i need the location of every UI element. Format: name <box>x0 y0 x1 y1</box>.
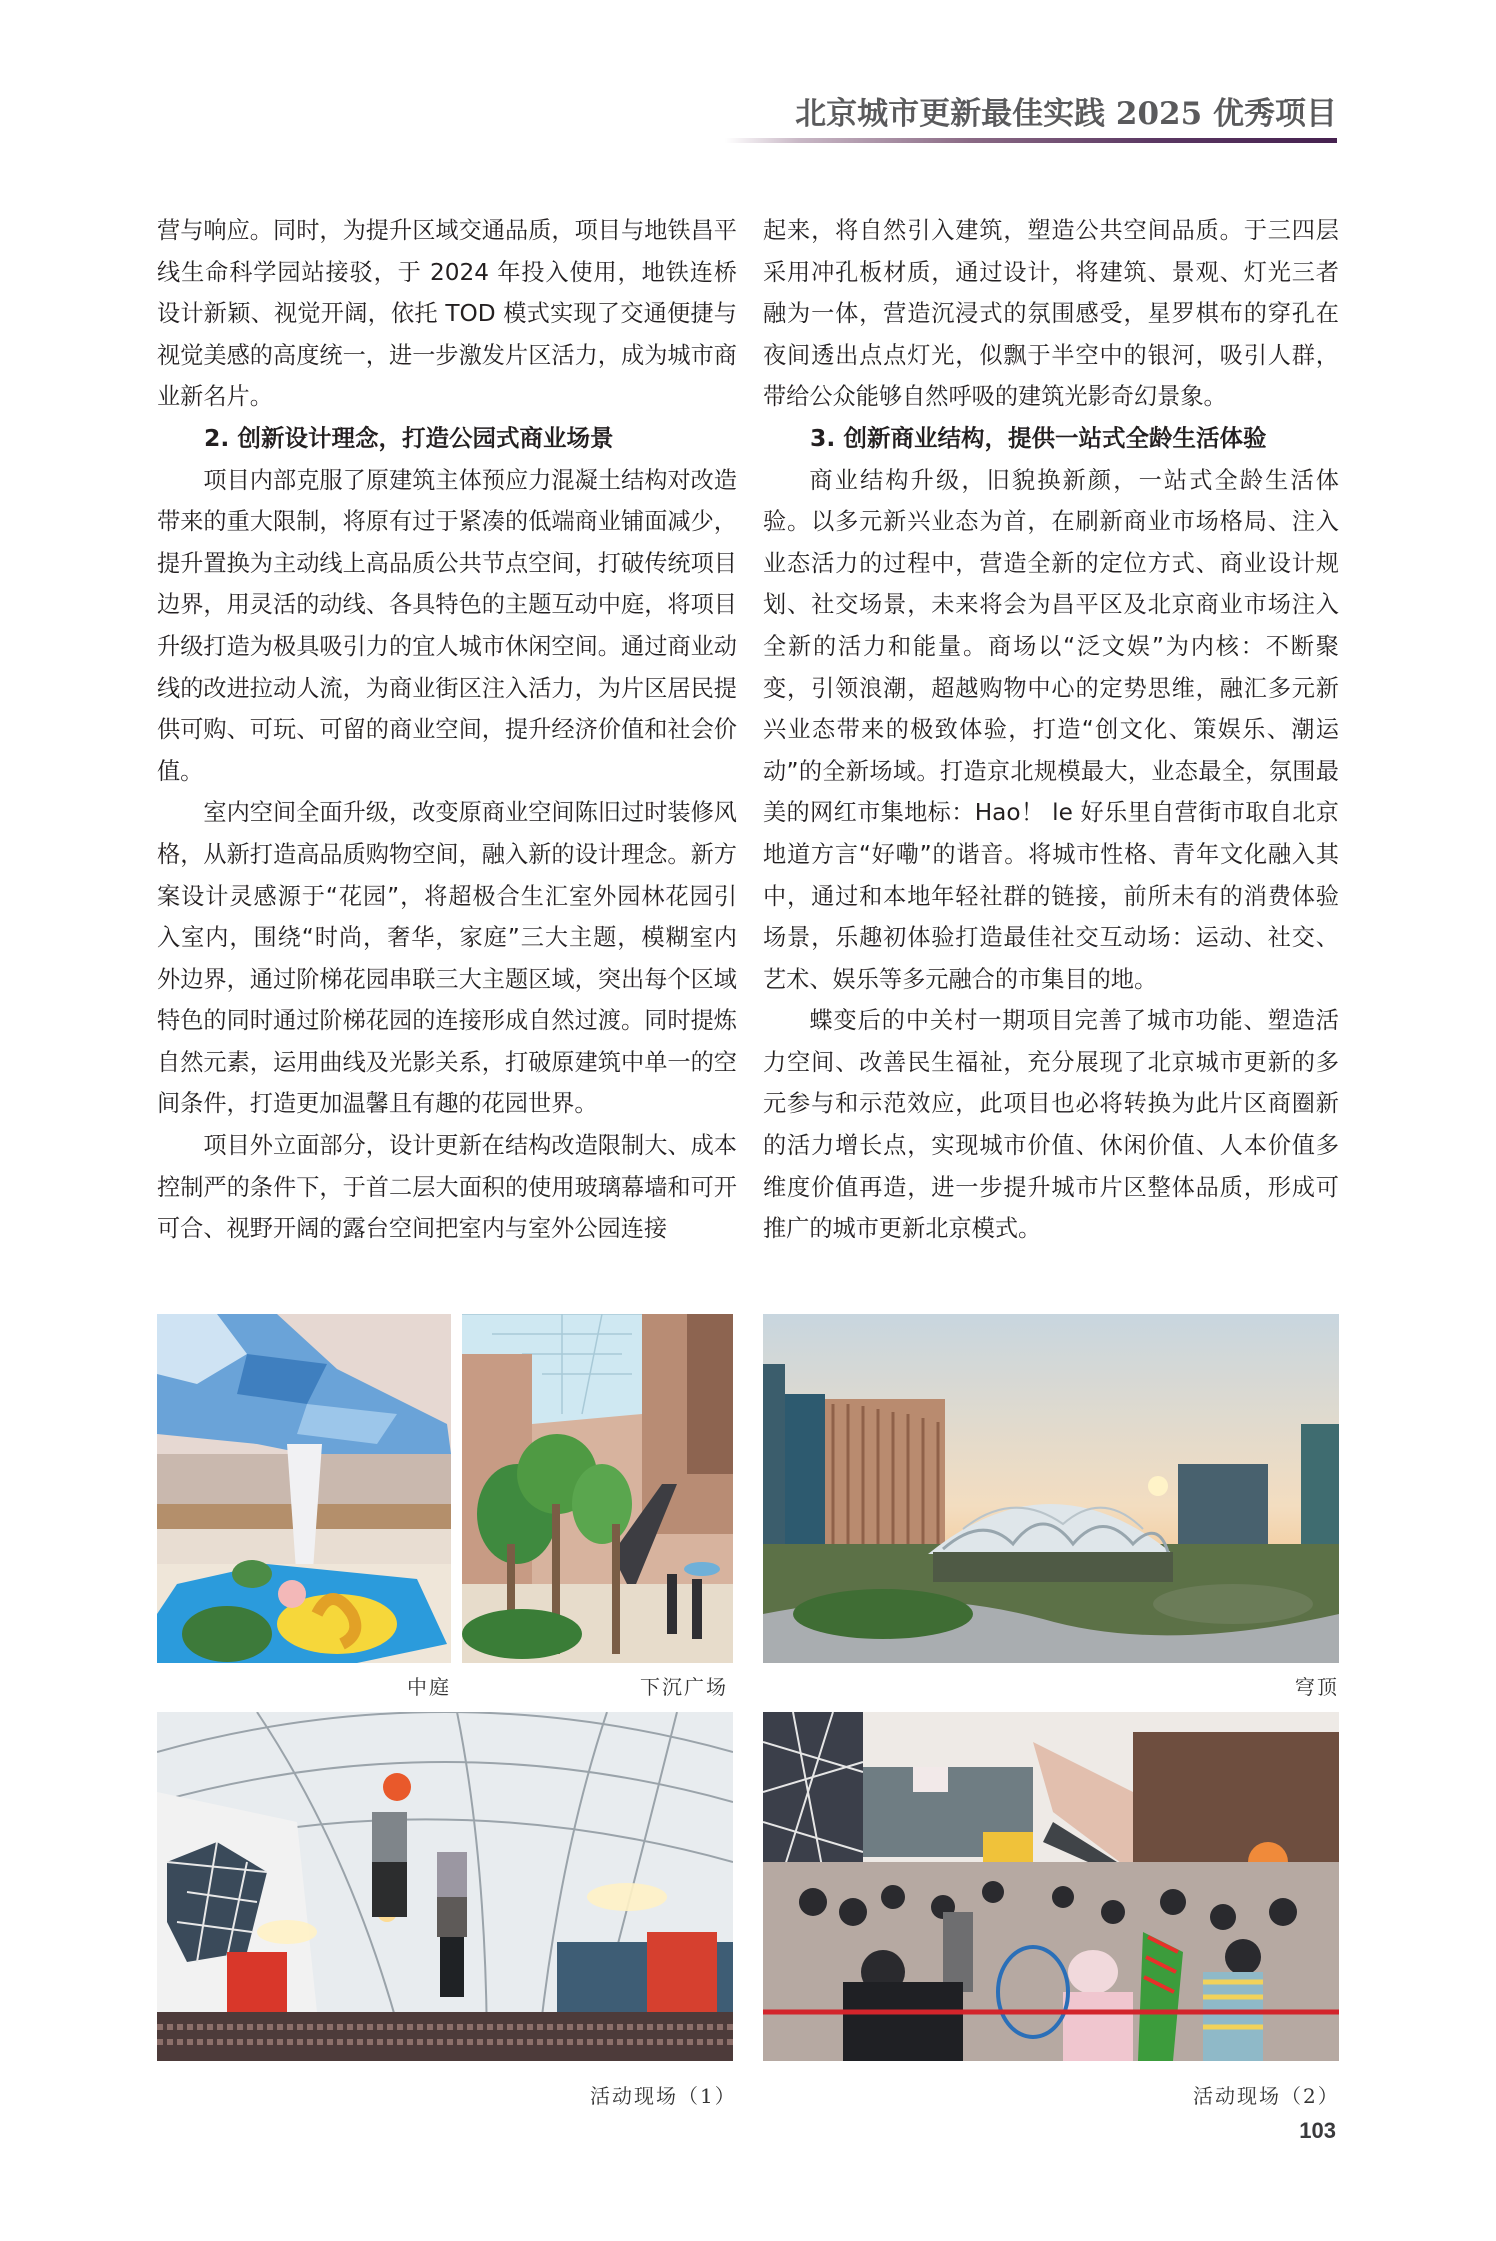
section-heading-2: 2. 创新设计理念，打造公园式商业场景 <box>204 423 614 452</box>
photo-caption: 下沉广场 <box>640 1675 728 1699</box>
section-heading-3: 3. 创新商业结构，提供一站式全龄生活体验 <box>810 423 1267 452</box>
photo-caption: 活动现场（2） <box>1193 2084 1340 2108</box>
paragraph: 项目内部克服了原建筑主体预应力混凝土结构对改造带来的重大限制，将原有过于紧凑的低端商业铺面减少，提升置换为主动线上高品质公共节点空间，打破传统项目边界，用灵活的动线、各具特色的主题互动中庭，将项目升级打造为极具吸引力的宜人城市休闲空间。通过商业动线的改进拉动人流，为商业街区注入活力，为片区居民提供可购、可玩、可留的商业空间，提升经济价值和社会价值。 <box>157 466 737 785</box>
left-text-column <box>157 210 737 1250</box>
paragraph: 室内空间全面升级，改变原商业空间陈旧过时装修风格，从新打造高品质购物空间，融入新的设计理念。新方案设计灵感源于“花园”，将超极合生汇室外园林花园引入室内，围绕“时尚，奢华，家庭”三大主题，模糊室内外边界，通过阶梯花园串联三大主题区域，突出每个区域特色的同时通过阶梯花园的连接形成自然过渡。同时提炼自然元素，运用曲线及光影关系，打破原建筑中单一的空间条件，打造更加温馨且有趣的花园世界。 <box>157 799 737 1118</box>
dome-image-icon <box>763 1314 1339 1663</box>
event-2-image-icon <box>763 1712 1339 2061</box>
paragraph: 蝶变后的中关村一期项目完善了城市功能、塑造活力空间、改善民生福祉，充分展现了北京城市更新的多元参与和示范效应，此项目也必将转换为此片区商圈新的活力增长点，实现城市价值、休闲价值、人本价值多维度价值再造，进一步提升城市片区整体品质，形成可推广的城市更新北京模式。 <box>763 1007 1339 1243</box>
sunken-plaza-image-icon <box>462 1314 733 1663</box>
page-number: 103 <box>1299 2118 1336 2143</box>
dome-photo <box>763 1314 1339 1663</box>
paragraph: 商业结构升级，旧貌换新颜，一站式全龄生活体验。以多元新兴业态为首，在刷新商业市场格局、注入业态活力的过程中，营造全新的定位方式、商业设计规划、社交场景，未来将会为昌平区及北京商业市场注入全新的活力和能量。商场以“泛文娱”为内核：不断聚变，引领浪潮，超越购物中心的定势思维，融汇多元新兴业态带来的极致体验，打造“创文化、策娱乐、潮运动”的全新场域。打造京北规模最大，业态最全，氛围最美的网红市集地标：Hao！ le 好乐里自营街市取自北京地道方言“好嘞”的谐音。将城市性格、青年文化融入其中，通过和本地年轻社群的链接，前所未有的消费体验场景，乐趣初体验打造最佳社交互动场：运动、社交、艺术、娱乐等多元融合的市集目的地。 <box>763 466 1339 993</box>
paragraph: 起来，将自然引入建筑，塑造公共空间品质。于三四层采用冲孔板材质，通过设计，将建筑、景观、灯光三者融为一体，营造沉浸式的氛围感受，星罗棋布的穿孔在夜间透出点点灯光，似飘于半空中的银河，吸引人群，带给公众能够自然呼吸的建筑光影奇幻景象。 <box>763 217 1339 411</box>
atrium-photo <box>157 1314 451 1663</box>
photo-caption: 穹顶 <box>1295 1675 1339 1699</box>
sunken-plaza-photo <box>462 1314 733 1663</box>
event-1-photo <box>157 1712 733 2061</box>
header-gradient-bar <box>725 138 1337 143</box>
running-header-title: 北京城市更新最佳实践 2025 优秀项目 <box>795 96 1337 132</box>
paragraph: 营与响应。同时，为提升区域交通品质，项目与地铁昌平线生命科学园站接驳，于 2024 年投入使用，地铁连桥设计新颖、视觉开阔，依托 TOD 模式实现了交通便捷与视觉美感的高度统一，进一步激发片区活力，成为城市商业新名片。 <box>157 217 737 411</box>
paragraph: 项目外立面部分，设计更新在结构改造限制大、成本控制严的条件下，于首二层大面积的使用玻璃幕墙和可开可合、视野开阔的露台空间把室内与室外公园连接 <box>157 1132 737 1243</box>
atrium-image-icon <box>157 1314 451 1663</box>
event-1-image-icon <box>157 1712 733 2061</box>
photo-caption: 活动现场（1） <box>590 2084 737 2108</box>
right-text-column <box>763 210 1339 1250</box>
event-2-photo <box>763 1712 1339 2061</box>
photo-caption: 中庭 <box>407 1675 451 1699</box>
